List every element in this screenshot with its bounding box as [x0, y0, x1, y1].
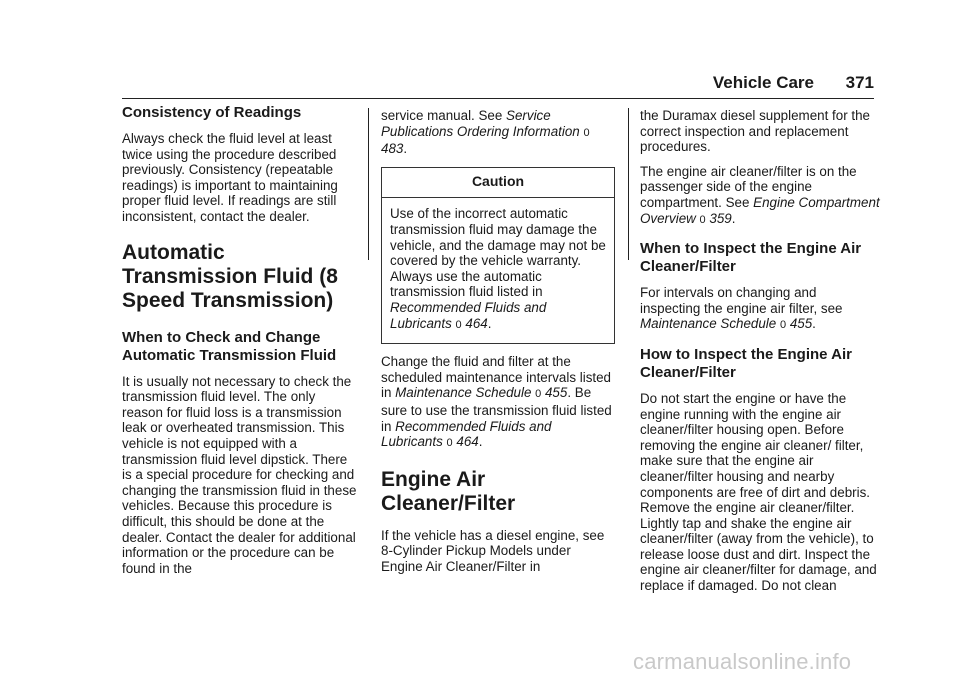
paragraph-change-fluid: Change the fluid and filter at the scheduled maintenance intervals listed in Maintenance Schedule 0 455. Be sure to use the transmission fluid listed in Recommended Fluids and Lubricants 0 464.	[381, 354, 612, 450]
page-ref-icon: 0	[446, 437, 453, 450]
column-1	[122, 104, 358, 576]
page-ref-icon: 0	[455, 318, 462, 331]
link-recommended-fluids-2[interactable]: Recommended Fluids and Lubricants	[381, 418, 552, 450]
page-ref-icon: 0	[583, 126, 590, 139]
heading-engine-air-cleaner: Engine Air Cleaner/Filter	[381, 467, 516, 515]
paragraph-diesel-engine: If the vehicle has a diesel engine, see 8-Cylinder Pickup Models under Engine Air Cleaner/Filter in	[381, 527, 605, 574]
paragraph-how-to-inspect: Do not start the engine or have the engine running with the engine air cleaner/filter housing open. Before removing the engine air cleaner/ filter, make sure that the engine air cleaner/filter housing and nearby components are free of dirt and debris. Remove the engine air cleaner/filter. Lightly tap and shake the engine air cleaner/filter (away from the vehicle), to release loose dust and dirt. Inspect the engine air cleaner/filter for damage, and replace if damaged. Do not clean	[640, 390, 877, 594]
heading-atf: Automatic Transmission Fluid (8 Speed Transmission)	[122, 240, 338, 312]
column-3	[640, 108, 880, 594]
heading-consistency: Consistency of Readings	[122, 104, 302, 121]
heading-when-to-inspect: When to Inspect the Engine Air Cleaner/Filter	[640, 240, 862, 276]
page-ref-icon: 0	[779, 319, 787, 332]
column-divider-1	[368, 108, 369, 260]
link-maintenance-schedule-2[interactable]: Maintenance Schedule	[640, 316, 777, 332]
paragraph-when-to-check: It is usually not necessary to check the transmission fluid level. The only reason for fluid loss is a transmission leak or overheated transmission. This vehicle is not equipped with a transmission fluid level dipstick. There is a special procedure for checking and changing the transmission fluid in these vehicles. Because this procedure is difficult, this should be done at the dealer. Contact the dealer for additional information or the procedure can be found in the	[122, 373, 357, 576]
watermark: carmanualsonline.info	[633, 649, 852, 674]
page-ref-icon: 0	[535, 388, 542, 401]
header-rule	[122, 98, 874, 99]
page-ref-icon: 0	[699, 213, 706, 226]
link-recommended-fluids[interactable]: Recommended Fluids and Lubricants	[390, 299, 547, 331]
column-2	[381, 108, 615, 574]
caution-title: Caution	[382, 174, 614, 199]
heading-when-to-check: When to Check and Change Automatic Transmission Fluid	[122, 328, 337, 364]
link-engine-compartment[interactable]: Engine Compartment Overview	[640, 194, 880, 226]
paragraph-consistency: Always check the fluid level at least twice using the procedure described previously. Consistency (repeatable readings) is important to maintaining proper fluid level. If readings are still inconsistent, contact the dealer.	[122, 131, 338, 224]
page-number: 371	[845, 73, 874, 92]
running-header-title: Vehicle Care	[712, 73, 814, 92]
paragraph-service-manual: service manual. See Service Publications Ordering Information 0 483.	[381, 108, 590, 157]
paragraph-filter-location: The engine air cleaner/filter is on the passenger side of the engine compartment. See Engine Compartment Overview 0 359.	[640, 163, 880, 226]
heading-how-to-inspect: How to Inspect the Engine Air Cleaner/Filter	[640, 345, 852, 381]
paragraph-duramax: the Duramax diesel supplement for the correct inspection and replacement procedures.	[640, 108, 870, 155]
link-maintenance-schedule[interactable]: Maintenance Schedule	[395, 385, 532, 401]
paragraph-when-to-inspect: For intervals on changing and inspecting the engine air filter, see Maintenance Schedule 0 455.	[640, 285, 843, 332]
column-divider-2	[628, 108, 629, 260]
caution-text: Use of the incorrect automatic transmission fluid may damage the vehicle, and the damage may not be covered by the vehicle warranty. Always use the automatic transmission fluid listed in Recommended Fluids and Lubricants 0 464.	[390, 206, 606, 331]
link-service-publications[interactable]: Service Publications Ordering Information	[381, 108, 580, 139]
caution-box	[381, 167, 615, 344]
